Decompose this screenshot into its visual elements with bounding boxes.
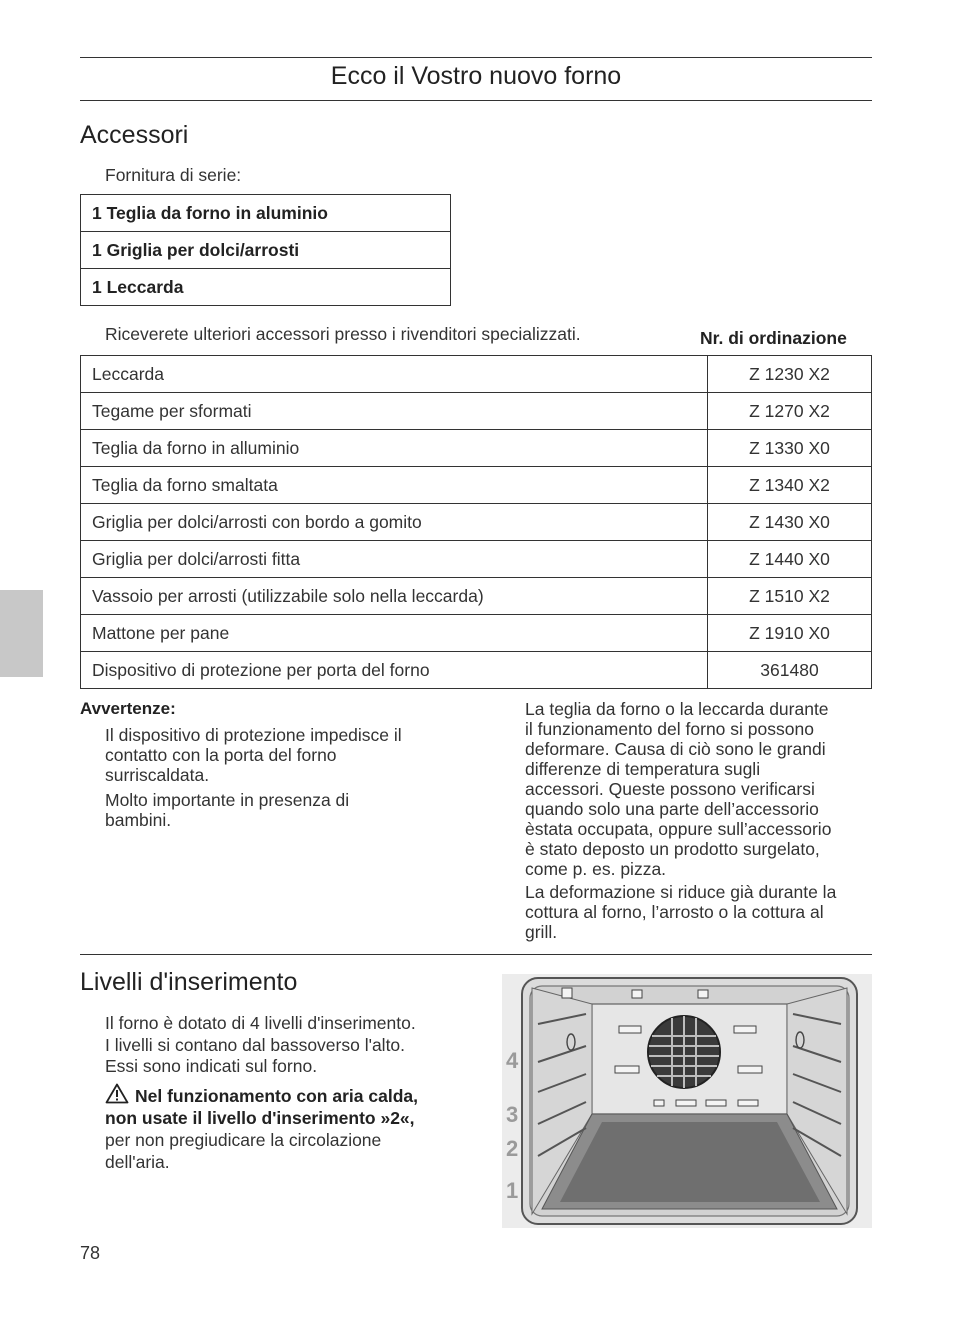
text-line: differenze di temperatura sugli xyxy=(525,759,761,779)
table-row xyxy=(81,430,872,467)
text-line: è stato deposto un prodotto surgelato, xyxy=(525,839,820,859)
level-label-2: 2 xyxy=(506,1136,519,1161)
livelli-warning xyxy=(105,1083,418,1173)
accessory-name: Mattone per pane xyxy=(81,615,708,652)
avvertenze-heading: Avvertenze: xyxy=(80,699,176,718)
table-row xyxy=(81,356,872,393)
text-line: Il forno è dotato di 4 livelli d'inserimento. xyxy=(105,1013,416,1033)
extra-accessories-intro: Riceverete ulteriori accessori presso i rivenditori specializzati. xyxy=(105,324,581,344)
accessory-name: Griglia per dolci/arrosti fitta xyxy=(81,541,708,578)
standard-item: 1 Leccarda xyxy=(81,269,451,306)
deformation-paragraph-2 xyxy=(525,882,836,942)
accessory-name: Teglia da forno in alluminio xyxy=(81,430,708,467)
text-line: contatto con la porta del forno xyxy=(105,745,337,765)
avvertenze-paragraph-2 xyxy=(105,790,349,830)
text-line: èstata occupata, oppure sull’accessorio xyxy=(525,819,832,839)
text-line: Il dispositivo di protezione impedisce il xyxy=(105,725,402,745)
accessory-name: Griglia per dolci/arrosti con bordo a gomito xyxy=(81,504,708,541)
accessories-order-table xyxy=(80,355,872,689)
warning-bold-text: non usate il livello d'inserimento »2«, xyxy=(105,1108,415,1128)
table-row xyxy=(81,652,872,689)
livelli-paragraph xyxy=(105,1013,416,1078)
level-label-1: 1 xyxy=(506,1178,519,1203)
order-code: Z 1440 X0 xyxy=(708,541,872,578)
standard-intro: Fornitura di serie: xyxy=(105,165,242,185)
avvertenze-paragraph-1 xyxy=(105,725,402,785)
side-tab-marker xyxy=(0,590,43,677)
deformation-paragraph-1 xyxy=(525,699,831,879)
text-line: La teglia da forno o la leccarda durante xyxy=(525,699,829,719)
header-top-rule xyxy=(80,57,872,58)
table-row xyxy=(81,615,872,652)
table-row xyxy=(81,541,872,578)
section-heading-accessori: Accessori xyxy=(80,121,189,149)
standard-accessories-table xyxy=(80,194,451,306)
order-number-header: Nr. di ordinazione xyxy=(700,328,847,348)
order-code: Z 1430 X0 xyxy=(708,504,872,541)
warning-triangle-icon xyxy=(105,1083,129,1104)
standard-item: 1 Teglia da forno in aluminio xyxy=(81,195,451,232)
text-line: bambini. xyxy=(105,810,172,830)
text-line: Molto importante in presenza di xyxy=(105,790,350,810)
text-line: I livelli si contano dal bassoverso l'alto. xyxy=(105,1034,406,1055)
section-heading-livelli: Livelli d'inserimento xyxy=(80,968,298,996)
table-row xyxy=(81,269,451,306)
level-label-3: 3 xyxy=(506,1102,519,1127)
text-line: grill. xyxy=(525,922,558,942)
text-line: per non pregiudicare la circolazione xyxy=(105,1130,382,1150)
header-bottom-rule xyxy=(80,100,872,101)
order-code: Z 1230 X2 xyxy=(708,356,872,393)
oven-illustration xyxy=(502,974,872,1228)
table-row xyxy=(81,578,872,615)
page-header-title: Ecco il Vostro nuovo forno xyxy=(330,62,622,90)
warning-bold-text: Nel funzionamento con aria calda, xyxy=(135,1086,418,1106)
text-line: cottura al forno, l’arrosto o la cottura al xyxy=(525,902,824,922)
order-code: Z 1270 X2 xyxy=(708,393,872,430)
oven-interior-drawing xyxy=(502,974,872,1228)
standard-item: 1 Griglia per dolci/arrosti xyxy=(81,232,451,269)
text-line: dell'aria. xyxy=(105,1152,170,1172)
table-row xyxy=(81,232,451,269)
order-code: Z 1510 X2 xyxy=(708,578,872,615)
accessory-name: Teglia da forno smaltata xyxy=(81,467,708,504)
order-code: Z 1910 X0 xyxy=(708,615,872,652)
order-code: Z 1330 X0 xyxy=(708,430,872,467)
order-code: Z 1340 X2 xyxy=(708,467,872,504)
text-line: il funzionamento del forno si possono xyxy=(525,719,814,739)
text-line: La deformazione si riduce già durante la xyxy=(525,882,837,902)
warning-line-1 xyxy=(105,1083,418,1107)
text-line: surriscaldata. xyxy=(105,765,210,785)
text-line: quando solo una parte dell’accessorio xyxy=(525,799,819,819)
text-line: come p. es. pizza. xyxy=(525,859,667,879)
text-line: deformare. Causa di ciò sono le grandi xyxy=(525,739,826,759)
accessory-name: Tegame per sformati xyxy=(81,393,708,430)
text-line: Essi sono indicati sul forno. xyxy=(105,1056,318,1076)
table-row xyxy=(81,504,872,541)
text-line: accessori. Queste possono verificarsi xyxy=(525,779,815,799)
accessory-name: Leccarda xyxy=(81,356,708,393)
order-code: 361480 xyxy=(708,652,872,689)
table-row xyxy=(81,195,451,232)
accessory-name: Vassoio per arrosti (utilizzabile solo nella leccarda) xyxy=(81,578,708,615)
page-number: 78 xyxy=(80,1243,101,1263)
accessory-name: Dispositivo di protezione per porta del forno xyxy=(81,652,708,689)
level-label-4: 4 xyxy=(506,1048,519,1073)
table-row xyxy=(81,393,872,430)
section-divider xyxy=(80,954,872,955)
table-row xyxy=(81,467,872,504)
